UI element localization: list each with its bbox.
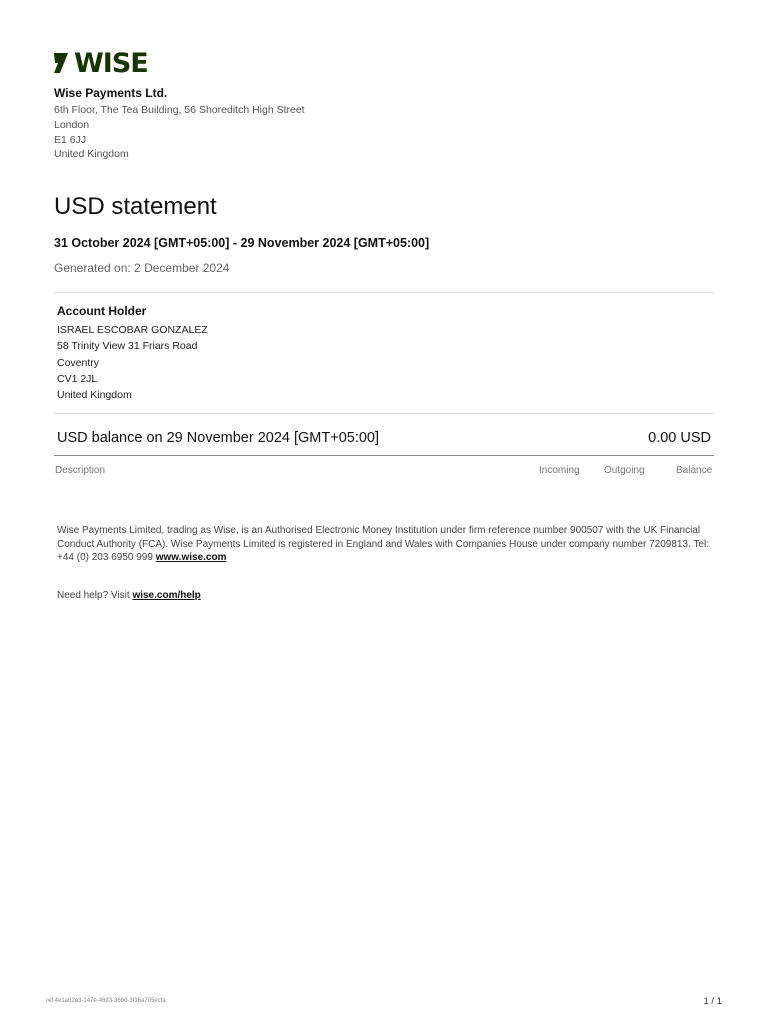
legal-notice bbox=[57, 524, 717, 565]
column-header-incoming: Incoming bbox=[539, 465, 580, 476]
wise-logo bbox=[54, 49, 158, 75]
account-holder-label: Account Holder bbox=[57, 304, 147, 318]
help-link[interactable]: wise.com/help bbox=[132, 590, 201, 601]
balance-label: USD balance on 29 November 2024 [GMT+05:00] bbox=[57, 430, 380, 446]
account-holder-name: ISRAEL ESCOBAR GONZALEZ bbox=[57, 324, 208, 336]
generated-date: Generated on: 2 December 2024 bbox=[54, 261, 230, 275]
statement-title: USD statement bbox=[54, 193, 217, 220]
table-header-divider bbox=[54, 455, 714, 456]
account-holder-address-line: United Kingdom bbox=[57, 389, 132, 401]
help-notice bbox=[57, 590, 201, 601]
statement-period: 31 October 2024 [GMT+05:00] - 29 November 2024 [GMT+05:00] bbox=[54, 236, 430, 250]
website-link[interactable]: www.wise.com bbox=[155, 552, 227, 563]
company-address-line: E1 6JJ bbox=[54, 134, 87, 146]
company-address-line: United Kingdom bbox=[54, 148, 129, 160]
account-holder-address-line: 58 Trinity View 31 Friars Road bbox=[57, 340, 198, 352]
divider bbox=[54, 413, 714, 414]
wise-logo-text: WISE bbox=[74, 49, 148, 75]
balance-value: 0.00 USD bbox=[648, 430, 711, 446]
account-holder-address-line: CV1 2JL bbox=[57, 373, 98, 385]
help-prefix: Need help? Visit bbox=[57, 590, 130, 601]
column-header-outgoing: Outgoing bbox=[604, 465, 645, 476]
divider bbox=[54, 292, 714, 293]
account-holder-address-line: Coventry bbox=[57, 357, 100, 369]
company-name: Wise Payments Ltd. bbox=[54, 86, 168, 100]
document-reference: ref:4e1a02a3-147e-4693-36b0-3f16a705ecfa bbox=[46, 998, 166, 1004]
column-header-balance: Balance bbox=[676, 465, 713, 476]
page-number: 1 / 1 bbox=[703, 996, 722, 1007]
column-header-description: Description bbox=[55, 465, 106, 476]
legal-text: Wise Payments Limited, trading as Wise, is an Authorised Electronic Money Institution under firm reference number 900507 with the UK Financial Conduct Authority (FCA). Wise Payments Limited is registered in England and Wales with Companies House under company number 7209813. Tel: +44 (0) 203 6950 999 bbox=[57, 525, 709, 563]
company-address-line: London bbox=[54, 119, 90, 131]
company-address-line: 6th Floor, The Tea Building, 56 Shoreditch High Street bbox=[54, 104, 305, 116]
